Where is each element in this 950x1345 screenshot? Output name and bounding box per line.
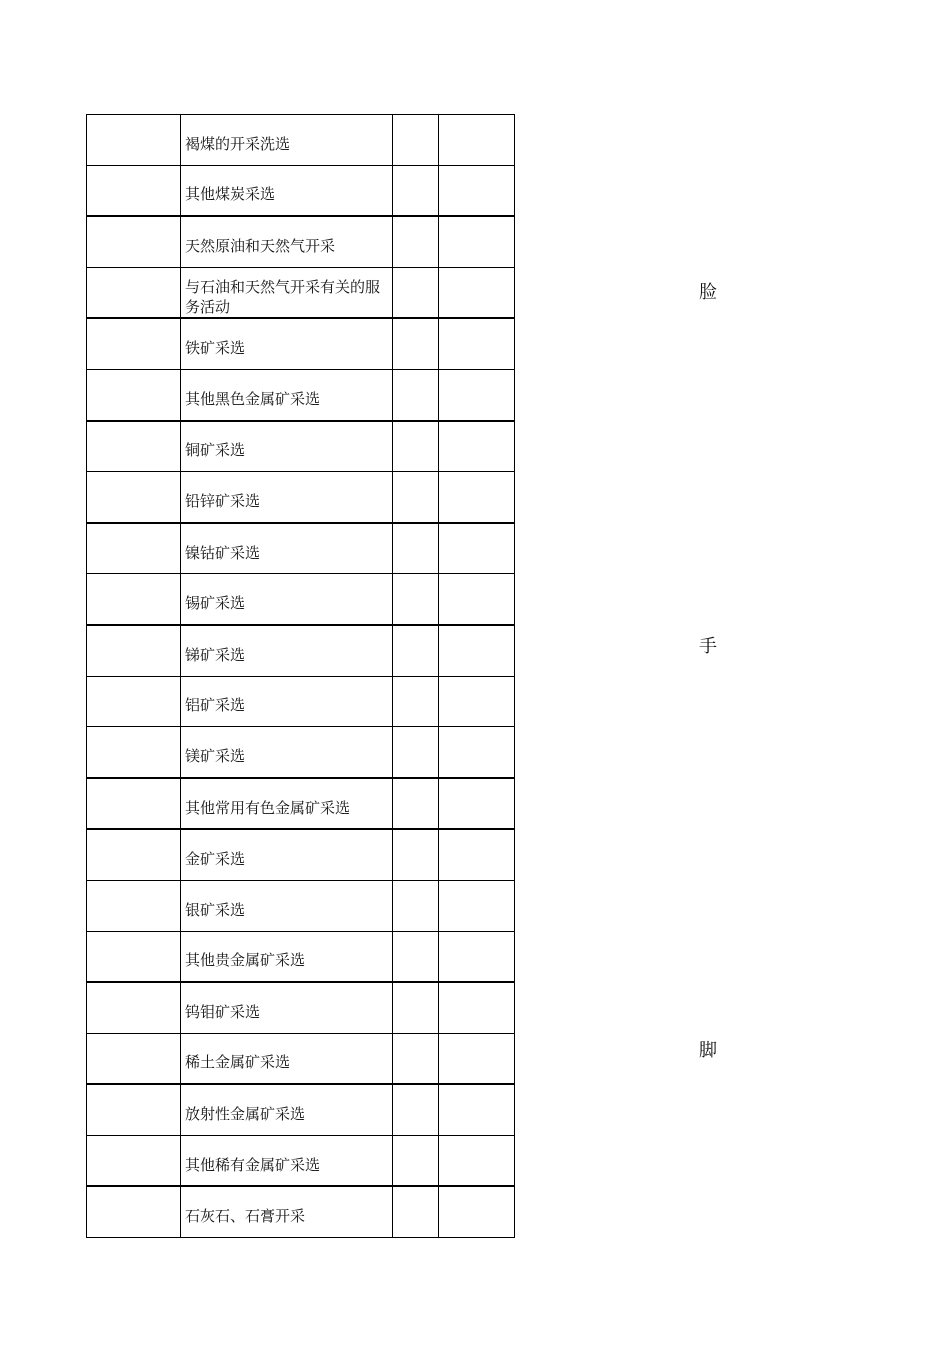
value-cell (439, 472, 515, 523)
value-cell (439, 676, 515, 727)
table-row (87, 318, 515, 369)
industry-name: 其他黑色金属矿采选 (185, 389, 321, 408)
code-cell (87, 1033, 181, 1084)
value-cell (393, 880, 439, 931)
code-cell (87, 115, 181, 166)
industry-name: 与石油和天然气开采有关的服务活动 (185, 277, 381, 316)
table-body (87, 115, 515, 1238)
table-row (87, 676, 515, 727)
value-cell (393, 369, 439, 420)
value-cell (439, 369, 515, 420)
value-cell (393, 727, 439, 778)
industry-name-cell (181, 982, 393, 1033)
code-cell (87, 676, 181, 727)
value-cell (393, 115, 439, 166)
code-cell (87, 1135, 181, 1186)
table-row (87, 931, 515, 982)
industry-name: 天然原油和天然气开采 (185, 236, 336, 255)
industry-name: 镍钴矿采选 (185, 543, 261, 562)
industry-name: 银矿采选 (185, 900, 246, 919)
value-cell (439, 982, 515, 1033)
value-cell (393, 625, 439, 676)
industry-name-cell (181, 115, 393, 166)
industry-name-cell (181, 880, 393, 931)
code-cell (87, 931, 181, 982)
code-cell (87, 982, 181, 1033)
table-row (87, 523, 515, 574)
value-cell (393, 1084, 439, 1135)
value-cell (439, 1135, 515, 1186)
industry-name: 锡矿采选 (185, 594, 246, 613)
industry-name-cell (181, 829, 393, 880)
table-row (87, 421, 515, 472)
industry-name: 铜矿采选 (185, 441, 246, 460)
value-cell (393, 318, 439, 369)
table-row (87, 1135, 515, 1186)
industry-table (86, 114, 515, 1238)
code-cell (87, 421, 181, 472)
industry-name-cell (181, 472, 393, 523)
table-row (87, 1033, 515, 1084)
industry-name: 放射性金属矿采选 (185, 1105, 306, 1124)
table-row (87, 472, 515, 523)
value-cell (439, 625, 515, 676)
industry-name-cell (181, 216, 393, 267)
value-cell (439, 165, 515, 216)
value-cell (439, 1186, 515, 1237)
value-cell (393, 421, 439, 472)
value-cell (439, 421, 515, 472)
industry-name-cell (181, 1135, 393, 1186)
code-cell (87, 574, 181, 625)
industry-name: 稀土金属矿采选 (185, 1053, 291, 1072)
value-cell (393, 778, 439, 830)
value-cell (439, 931, 515, 982)
code-cell (87, 472, 181, 523)
table-row (87, 115, 515, 166)
table-row (87, 727, 515, 778)
industry-name: 其他煤炭采选 (185, 185, 276, 204)
value-cell (439, 523, 515, 574)
value-cell (393, 1033, 439, 1084)
code-cell (87, 727, 181, 778)
table-row (87, 880, 515, 931)
table-row (87, 267, 515, 318)
table-row (87, 369, 515, 420)
code-cell (87, 1084, 181, 1135)
industry-name: 铁矿采选 (185, 339, 246, 358)
industry-name: 铅锌矿采选 (185, 491, 261, 510)
table-row (87, 1186, 515, 1237)
code-cell (87, 523, 181, 574)
industry-name-cell (181, 931, 393, 982)
value-cell (393, 676, 439, 727)
value-cell (393, 216, 439, 267)
value-cell (439, 727, 515, 778)
value-cell (393, 829, 439, 880)
industry-name-cell (181, 676, 393, 727)
value-cell (393, 267, 439, 318)
value-cell (439, 880, 515, 931)
industry-name-cell (181, 369, 393, 420)
code-cell (87, 165, 181, 216)
value-cell (439, 318, 515, 369)
table-row (87, 625, 515, 676)
code-cell (87, 1186, 181, 1237)
code-cell (87, 829, 181, 880)
side-label-foot: 脚 (699, 1040, 717, 1061)
code-cell (87, 880, 181, 931)
industry-name: 锑矿采选 (185, 645, 246, 664)
table-row (87, 982, 515, 1033)
code-cell (87, 778, 181, 830)
industry-name-cell (181, 523, 393, 574)
code-cell (87, 267, 181, 318)
industry-name-cell (181, 421, 393, 472)
table-row (87, 1084, 515, 1135)
industry-name: 石灰石、石膏开采 (185, 1207, 306, 1226)
value-cell (439, 778, 515, 830)
industry-name-cell (181, 574, 393, 625)
industry-name: 其他贵金属矿采选 (185, 951, 306, 970)
value-cell (439, 115, 515, 166)
industry-name-cell (181, 778, 393, 830)
code-cell (87, 216, 181, 267)
industry-name: 其他稀有金属矿采选 (185, 1155, 321, 1174)
table-row (87, 216, 515, 267)
value-cell (439, 829, 515, 880)
table-row (87, 829, 515, 880)
industry-name-cell (181, 1084, 393, 1135)
table-row (87, 778, 515, 830)
code-cell (87, 318, 181, 369)
value-cell (439, 1084, 515, 1135)
industry-name: 金矿采选 (185, 850, 246, 869)
table-row (87, 165, 515, 216)
table-row (87, 574, 515, 625)
industry-name-cell (181, 625, 393, 676)
industry-name: 镁矿采选 (185, 746, 246, 765)
industry-name: 其他常用有色金属矿采选 (185, 798, 351, 817)
value-cell (393, 165, 439, 216)
code-cell (87, 369, 181, 420)
value-cell (393, 1186, 439, 1237)
value-cell (439, 267, 515, 318)
industry-name: 钨钼矿采选 (185, 1002, 261, 1021)
value-cell (393, 472, 439, 523)
industry-name-cell (181, 727, 393, 778)
industry-name: 褐煤的开采洗选 (185, 134, 291, 153)
industry-name-cell (181, 1033, 393, 1084)
value-cell (393, 574, 439, 625)
industry-name-cell (181, 267, 393, 318)
industry-name-cell (181, 165, 393, 216)
side-label-face: 脸 (699, 282, 717, 303)
value-cell (439, 1033, 515, 1084)
industry-name-cell (181, 1186, 393, 1237)
side-label-hand: 手 (699, 636, 717, 657)
value-cell (439, 216, 515, 267)
industry-name-cell (181, 318, 393, 369)
value-cell (439, 574, 515, 625)
industry-name: 铝矿采选 (185, 696, 246, 715)
value-cell (393, 982, 439, 1033)
code-cell (87, 625, 181, 676)
value-cell (393, 523, 439, 574)
value-cell (393, 931, 439, 982)
value-cell (393, 1135, 439, 1186)
